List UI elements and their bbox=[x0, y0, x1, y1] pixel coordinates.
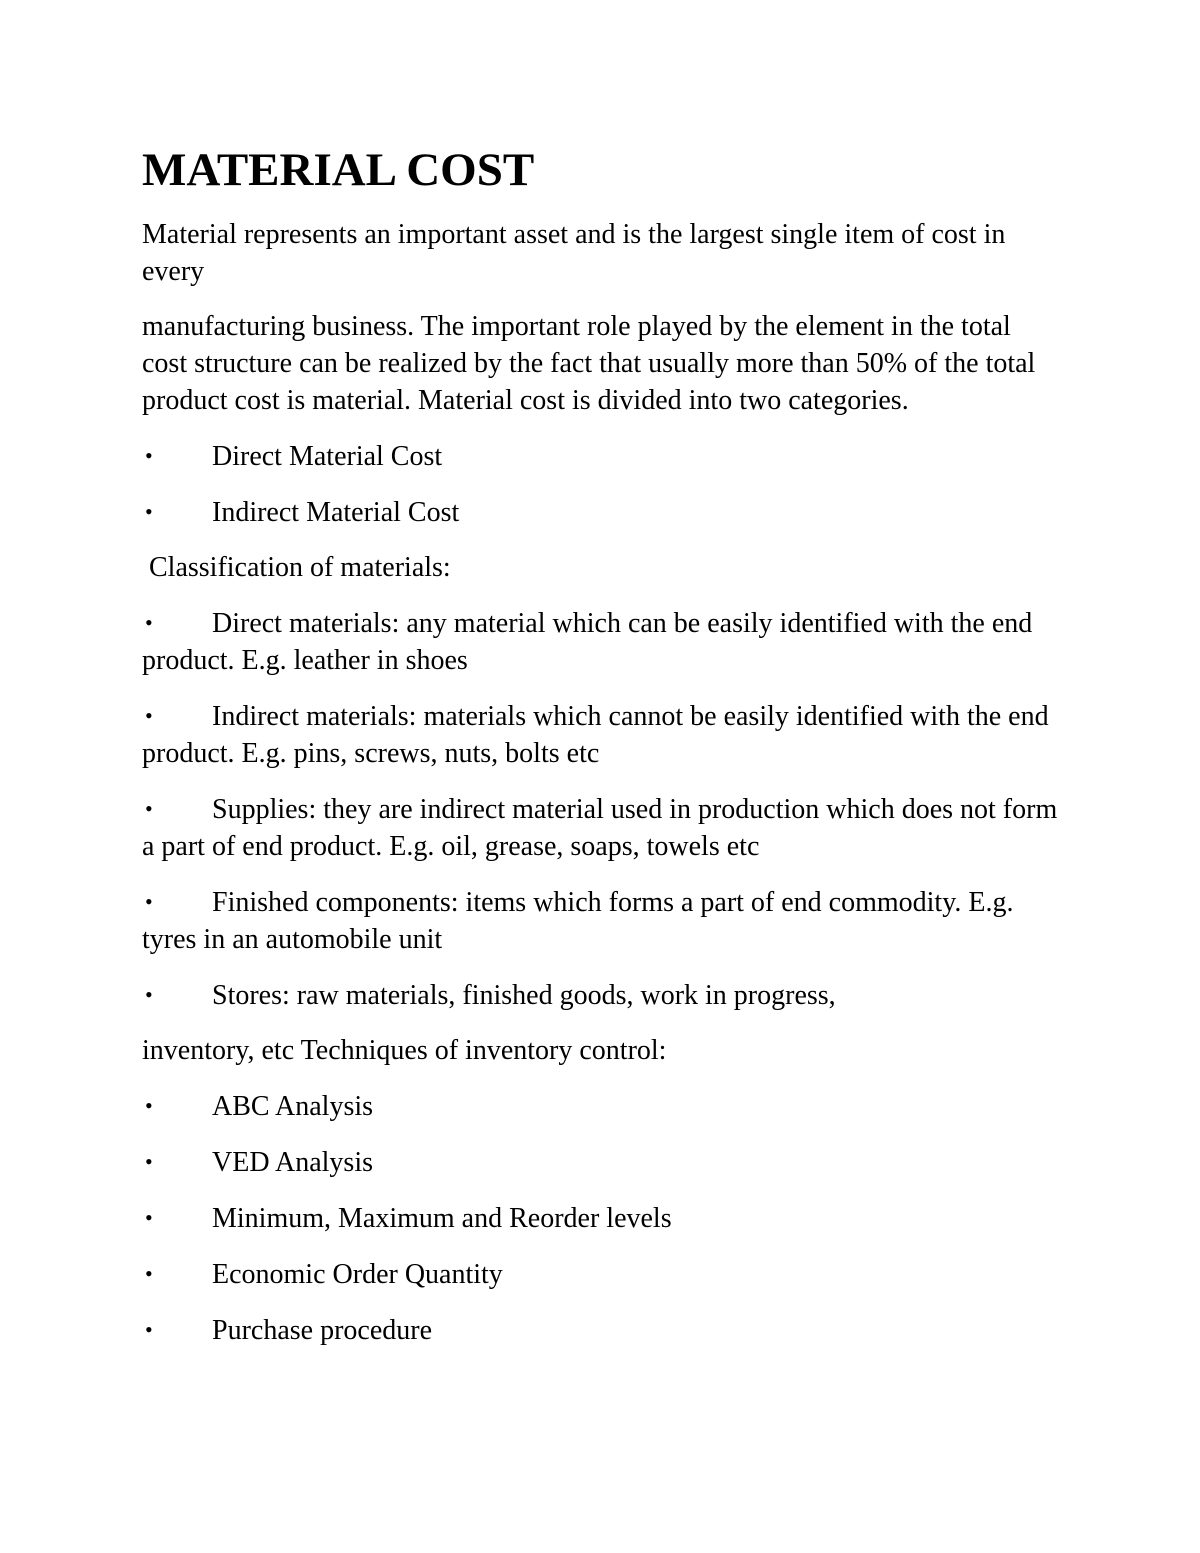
technique-ved-analysis: VED Analysis bbox=[212, 1147, 373, 1178]
bullet-icon bbox=[142, 1199, 212, 1236]
classification-direct-materials: Direct materials: any material which can be easily identified with the end product. E.g. leather in shoes bbox=[142, 608, 1033, 676]
list-item bbox=[142, 1087, 1062, 1125]
bullet-icon bbox=[142, 1255, 212, 1292]
list-item bbox=[142, 790, 1062, 865]
bullet-icon bbox=[142, 1087, 212, 1124]
bullet-icon bbox=[142, 1143, 212, 1180]
list-item bbox=[142, 493, 1062, 531]
technique-purchase-procedure: Purchase procedure bbox=[212, 1315, 433, 1346]
bullet-icon bbox=[142, 976, 212, 1013]
bullet-icon bbox=[142, 493, 212, 530]
list-item bbox=[142, 1199, 1062, 1237]
list-item bbox=[142, 1255, 1062, 1293]
classification-indirect-materials: Indirect materials: materials which cannot be easily identified with the end product. E.g. pins, screws, nuts, bolts etc bbox=[142, 701, 1049, 769]
bullet-icon bbox=[142, 604, 212, 641]
page-title: MATERIAL COST bbox=[142, 144, 535, 196]
classification-supplies: Supplies: they are indirect material used in production which does not form a part of end product. E.g. oil, grease, soaps, towels etc bbox=[142, 794, 1058, 862]
list-item bbox=[142, 883, 1062, 958]
technique-abc-analysis: ABC Analysis bbox=[212, 1091, 374, 1122]
technique-min-max-reorder: Minimum, Maximum and Reorder levels bbox=[212, 1203, 672, 1234]
classification-heading: Classification of materials: bbox=[149, 552, 451, 583]
classification-stores: Stores: raw materials, finished goods, work in progress, bbox=[212, 980, 836, 1011]
list-item bbox=[142, 604, 1062, 679]
bullet-icon bbox=[142, 437, 212, 474]
bullet-icon bbox=[142, 697, 212, 734]
bullet-icon bbox=[142, 1311, 212, 1348]
inventory-line: inventory, etc Techniques of inventory control: bbox=[142, 1035, 667, 1066]
list-item bbox=[142, 437, 1062, 475]
intro-paragraph-1: Material represents an important asset and is the largest single item of cost in every bbox=[142, 219, 1006, 287]
bullet-icon bbox=[142, 790, 212, 827]
bullet-icon bbox=[142, 883, 212, 920]
classification-finished-components: Finished components: items which forms a part of end commodity. E.g. tyres in an automobile unit bbox=[142, 887, 1014, 955]
category-indirect-material: Indirect Material Cost bbox=[212, 497, 460, 528]
list-item bbox=[142, 1311, 1062, 1349]
document-content bbox=[142, 138, 1062, 1367]
technique-eoq: Economic Order Quantity bbox=[212, 1259, 503, 1290]
list-item bbox=[142, 697, 1062, 772]
list-item bbox=[142, 1143, 1062, 1181]
category-direct-material: Direct Material Cost bbox=[212, 441, 443, 472]
intro-paragraph-2: manufacturing business. The important role played by the element in the total cost structure can be realized by the fact that usually more than 50% of the total product cost is material. Material cost is divided into two categories. bbox=[142, 311, 1036, 416]
list-item bbox=[142, 976, 1062, 1014]
